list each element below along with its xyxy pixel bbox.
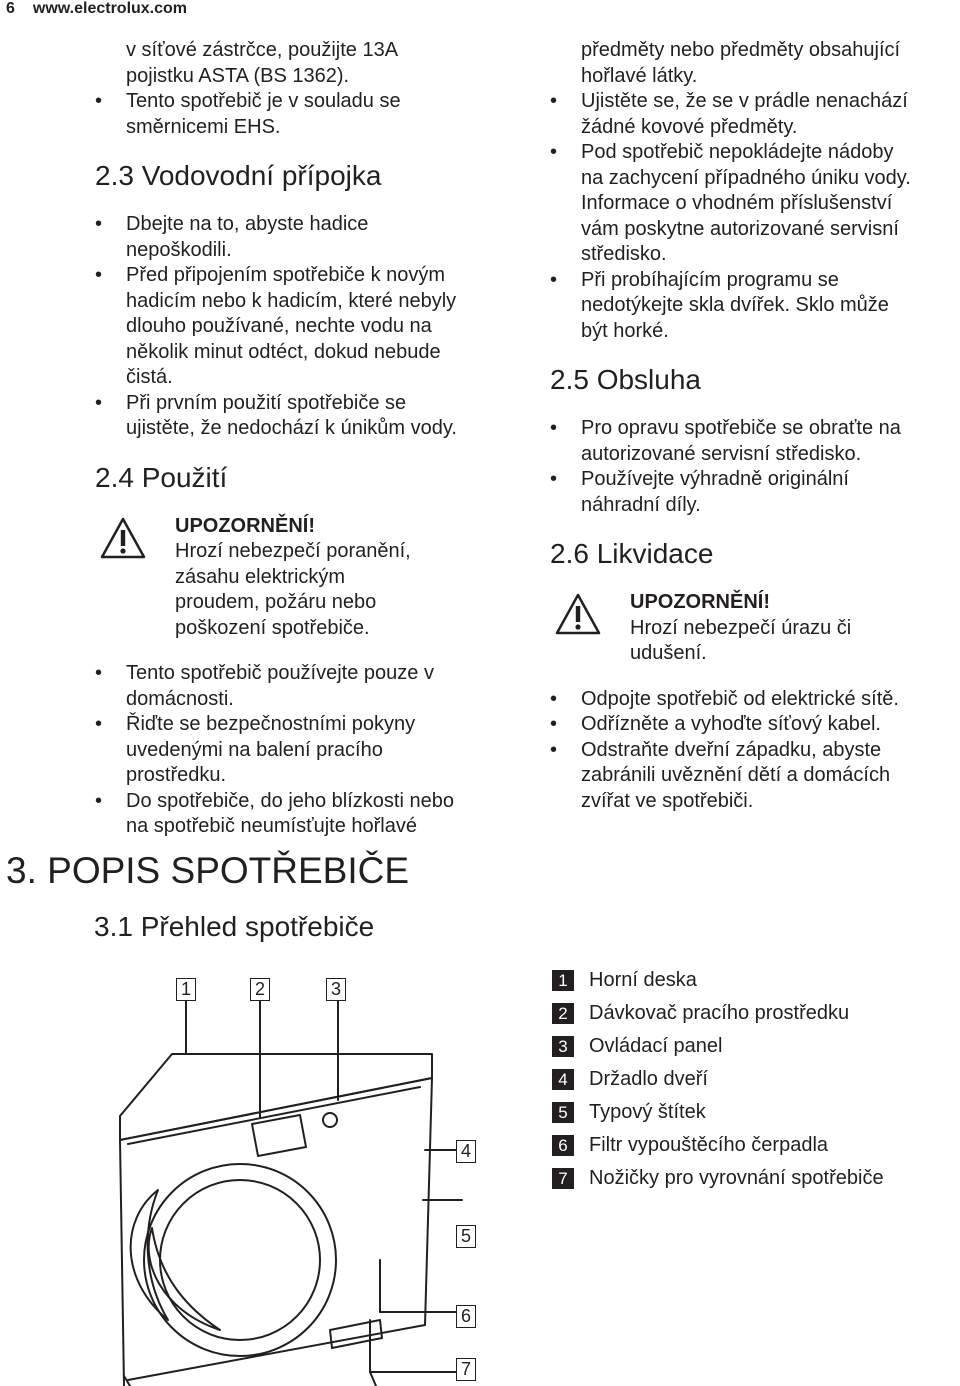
text-line: čistá.	[126, 366, 173, 388]
text-line: Odpojte spotřebič od elektrické sítě.	[581, 687, 899, 710]
legend-label: Držadlo dveří	[589, 1068, 708, 1090]
bullet-dot: •	[95, 789, 103, 812]
text-line: Dbejte na to, abyste hadice	[126, 213, 369, 235]
figure-callout-7: 7	[456, 1358, 476, 1381]
figure-callout-1: 1	[176, 978, 196, 1001]
warning-text: poškození spotřebiče.	[175, 616, 370, 639]
text-line: náhradní díly.	[581, 493, 701, 516]
bullet-item	[95, 712, 515, 789]
bullet-dot: •	[550, 738, 558, 761]
warning-title: UPOZORNĚNÍ!	[630, 591, 770, 613]
bullet-dot: •	[550, 141, 558, 163]
text-line: směrnicemi EHS.	[126, 115, 281, 138]
text-line: na spotřebič neumísťujte hořlavé	[126, 815, 417, 837]
bullet-dot: •	[550, 713, 558, 735]
bullet-item	[95, 212, 515, 263]
continued-text	[95, 38, 515, 89]
bullet-dot: •	[95, 90, 103, 112]
text-line: středisko.	[581, 243, 667, 265]
bullet-item	[95, 661, 515, 712]
bullet-item	[550, 712, 955, 738]
legend-number: 1	[552, 970, 574, 991]
section-heading-3-1: 3.1 Přehled spotřebiče	[94, 911, 375, 942]
bullet-item	[95, 89, 515, 140]
bullet-dot: •	[550, 268, 558, 291]
section-heading-2-3: 2.3 Vodovodní přípojka	[95, 160, 382, 191]
warning-title: UPOZORNĚNÍ!	[175, 514, 315, 537]
chapter-heading: 3. POPIS SPOTŘEBIČE	[6, 850, 410, 891]
text-line: ujistěte, že nedochází k únikům vody.	[126, 417, 457, 439]
legend-label: Horní deska	[589, 969, 697, 991]
page-number: 6	[6, 0, 15, 17]
section-heading-2-5: 2.5 Obsluha	[550, 364, 701, 395]
text-line: Před připojením spotřebiče k novým	[126, 264, 446, 286]
bullet-dot: •	[550, 687, 558, 710]
figure-callout-6: 6	[456, 1305, 476, 1328]
text-line: Do spotřebiče, do jeho blízkosti nebo	[126, 789, 454, 812]
text-line: Pod spotřebič nepokládejte nádoby	[581, 141, 894, 163]
bullet-item	[550, 467, 955, 518]
text-line: v síťové zástrčce, použijte 13A	[126, 39, 399, 61]
bullet-dot: •	[550, 417, 558, 439]
bullet-dot: •	[95, 391, 103, 414]
text-line: Řiďte se bezpečnostními pokyny	[126, 713, 416, 735]
legend-label: Dávkovač pracího prostředku	[589, 1002, 850, 1024]
bullet-item	[550, 89, 955, 140]
site-url: www.electrolux.com	[32, 0, 188, 17]
bullet-item	[95, 789, 515, 840]
figure-callout-5: 5	[456, 1225, 476, 1248]
bullet-item	[550, 140, 955, 268]
text-line: domácnosti.	[126, 687, 234, 710]
text-line: pojistku ASTA (BS 1362).	[126, 64, 350, 87]
section-heading-2-4: 2.4 Použití	[95, 461, 228, 493]
legend-number: 4	[552, 1069, 574, 1090]
bullet-item	[550, 416, 955, 467]
figure-callout-4: 4	[456, 1140, 476, 1163]
bullet-dot: •	[95, 213, 103, 235]
right-column	[550, 38, 955, 814]
text-line: Odřízněte a vyhoďte síťový kabel.	[581, 713, 881, 735]
bullet-item	[95, 263, 515, 391]
warning-box	[550, 590, 955, 667]
washing-machine-illustration	[80, 960, 520, 1386]
text-line: zvířat ve spotřebiči.	[581, 789, 754, 812]
warning-text: zásahu elektrickým	[175, 565, 346, 588]
left-column	[95, 38, 515, 840]
legend-label: Nožičky pro vyrovnání spotřebiče	[589, 1167, 884, 1189]
text-line: Při probíhajícím programu se	[581, 268, 839, 291]
legend-number: 6	[552, 1135, 574, 1156]
warning-box	[95, 514, 515, 642]
text-line: vám poskytne autorizované servisní	[581, 217, 899, 240]
text-line: nepoškodili.	[126, 238, 232, 261]
page-header	[6, 0, 187, 18]
text-line: být horké.	[581, 319, 669, 342]
bullet-dot: •	[550, 90, 558, 112]
text-line: Odstraňte dveřní západku, abyste	[581, 738, 882, 761]
text-line: Ujistěte se, že se v prádle nenachází	[581, 90, 908, 112]
warning-icon	[99, 516, 147, 560]
text-line: nedotýkejte skla dvířek. Sklo může	[581, 294, 889, 316]
bullet-item	[95, 391, 515, 442]
warning-text: udušení.	[630, 642, 707, 664]
bullet-dot: •	[95, 713, 103, 735]
text-line: Tento spotřebič používejte pouze v	[126, 662, 434, 684]
legend-label: Ovládací panel	[589, 1035, 723, 1057]
text-line: autorizované servisní středisko.	[581, 442, 862, 465]
continued-text	[550, 38, 955, 89]
bullet-dot: •	[95, 662, 103, 684]
warning-icon	[554, 592, 602, 636]
warning-text: Hrozí nebezpečí poranění,	[175, 540, 411, 562]
text-line: předměty nebo předměty obsahující	[581, 39, 901, 61]
legend-number: 5	[552, 1102, 574, 1123]
warning-text: Hrozí nebezpečí úrazu či	[630, 616, 852, 639]
text-line: prostředku.	[126, 764, 227, 786]
text-line: žádné kovové předměty.	[581, 115, 798, 138]
legend-number: 2	[552, 1003, 574, 1024]
text-line: několik minut odtéct, dokud nebude	[126, 340, 441, 363]
legend-number: 7	[552, 1168, 574, 1189]
section-heading-2-6: 2.6 Likvidace	[550, 538, 714, 569]
text-line: Informace o vhodném příslušenství	[581, 192, 893, 214]
figure-callout-2: 2	[250, 978, 270, 1001]
warning-text: proudem, požáru nebo	[175, 591, 377, 613]
text-line: na zachycení případného úniku vody.	[581, 166, 911, 189]
bullet-dot: •	[95, 264, 103, 286]
legend-number: 3	[552, 1036, 574, 1057]
text-line: hořlavé látky.	[581, 64, 698, 87]
text-line: Tento spotřebič je v souladu se	[126, 90, 401, 112]
bullet-item	[550, 738, 955, 815]
legend-label: Typový štítek	[589, 1101, 706, 1123]
figure-callout-3: 3	[326, 978, 346, 1001]
text-line: hadicím nebo k hadicím, které nebyly	[126, 289, 457, 312]
bullet-item	[550, 687, 955, 713]
text-line: dlouho používané, nechte vodu na	[126, 315, 432, 337]
text-line: zabránili uvěznění dětí a domácích	[581, 764, 891, 786]
text-line: uvedenými na balení pracího	[126, 738, 383, 761]
bullet-item	[550, 268, 955, 345]
legend-label: Filtr vypouštěcího čerpadla	[589, 1134, 829, 1156]
text-line: Pro opravu spotřebiče se obraťte na	[581, 417, 901, 439]
text-line: Používejte výhradně originální	[581, 468, 849, 490]
text-line: Při prvním použití spotřebiče se	[126, 391, 407, 414]
bullet-dot: •	[550, 468, 558, 490]
